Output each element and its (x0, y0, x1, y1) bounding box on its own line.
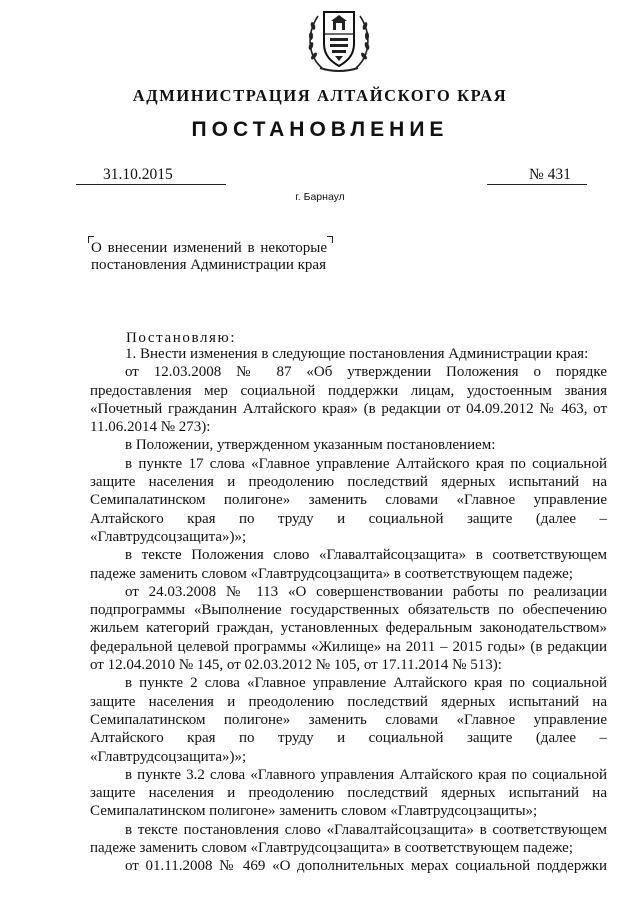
body-paragraph: в пункте 2 слова «Главное управление Алтайского края по социальной защите населения и преодолению последствий ядерных испытаний на Семипалатинском полигоне» заменить словами «Главное управление Алтайского края по труду и социальной защите (далее – «Главтрудсоцзащита»)»; (90, 675, 607, 765)
organization-name: АДМИНИСТРАЦИЯ АЛТАЙСКОГО КРАЯ (132, 86, 508, 105)
body-paragraph: от 12.03.2008 № 87 «Об утверждении Положения о порядке предоставления мер социальной поддержки лицам, удостоенным звания «Почетный гражданин Алтайского края» (в редакции от 04.09.2012 № 463, от 11.06.2014 № 273): (90, 364, 607, 436)
body-paragraph: в пункте 17 слова «Главное управление Алтайского края по социальной защите населения и преодолению последствий ядерных испытаний на Семипалатинском полигоне» заменить словами «Главное управление Алтайского края по труду и социальной защите (далее – «Главтрудсоцзащита»)»; (90, 455, 607, 545)
resolve-heading: Постановляю: (126, 330, 237, 346)
body-paragraph: от 01.11.2008 № 469 «О дополнительных мерах социальной поддержки (125, 858, 607, 875)
body-paragraph: в пункте 3.2 слова «Главного управления Алтайского края по социальной защите населения и преодолению последствий ядерных испытаний на Семипалатинском полигоне» заменить словом «Главтрудсоцзащиты»; (90, 766, 607, 820)
document-subject (91, 240, 351, 274)
coat-of-arms-icon (300, 4, 378, 74)
city: г. Барнаул (295, 191, 345, 203)
number-underline (487, 184, 587, 185)
document-body (90, 345, 607, 876)
body-paragraph: в тексте Положения слово «Главалтайсоцзащита» в соответствующем падеже заменить словом «Главтрудсоцзащита» в соответствующем падеже; (90, 547, 607, 582)
body-paragraph: в Положении, утвержденном указанным постановлением: (125, 437, 496, 454)
document-date: 31.10.2015 (103, 166, 173, 183)
document-number: № 431 (529, 166, 571, 183)
subject-line-1: О внесении изменений в некоторые (91, 240, 327, 256)
subject-line-2: постановления Администрации края (91, 257, 326, 273)
body-paragraph: в тексте постановления слово «Главалтайсоцзащита» в соответствующем падеже заменить словом «Главтрудсоцзащита» в соответствующем падеже; (90, 821, 607, 857)
date-underline (76, 184, 226, 185)
body-paragraph: от 24.03.2008 № 113 «О совершенствовании работы по реализации подпрограммы «Выполнение государственных обязательств по обеспечению жильем категорий граждан, установленных федеральным законодательством» федеральной целевой программы «Жилище» на 2011 – 2015 годы» (в редакции от 12.04.2010 № 145, от 02.03.2012 № 105, от 17.11.2014 № 513): (90, 583, 607, 674)
body-paragraph: 1. Внести изменения в следующие постановления Администрации края: (125, 346, 589, 362)
document-type: ПОСТАНОВЛЕНИЕ (191, 118, 449, 141)
